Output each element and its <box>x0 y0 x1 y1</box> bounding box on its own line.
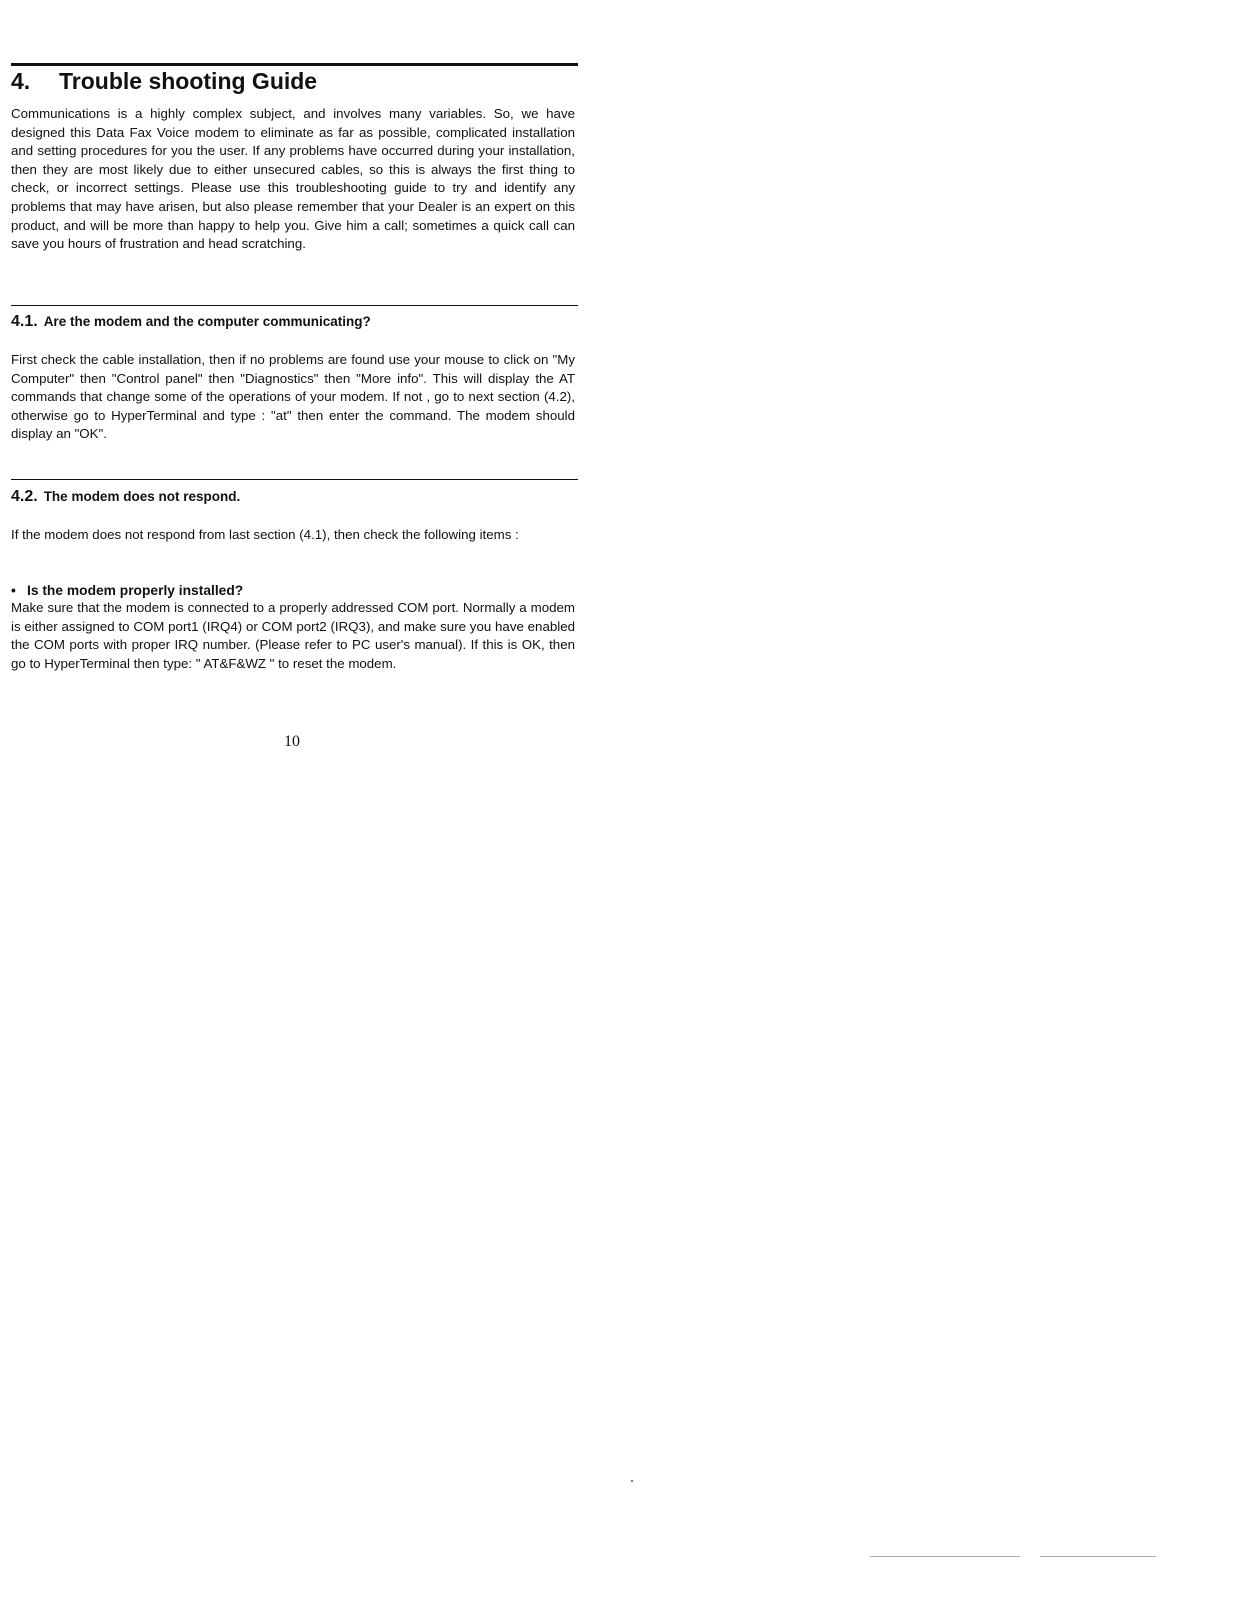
section-4-1-title: Are the modem and the computer communicating? <box>43 314 371 329</box>
chapter-title-text: Trouble shooting Guide <box>59 68 318 94</box>
section-4-2-body: If the modem does not respond from last section (4.1), then check the following items : <box>11 527 519 542</box>
scan-noise-line <box>1040 1556 1156 1557</box>
section-4-2-title: The modem does not respond. <box>43 489 241 504</box>
bullet-body: Make sure that the modem is connected to a properly addressed COM port. Normally a modem is either assigned to COM port1 (IRQ4) or COM port2 (IRQ3), and make sure you have enabled the COM ports with proper IRQ number. (Please refer to PC user's manual). If this is OK, then go to HyperTerminal then type: " AT&F&WZ " to reset the modem. <box>11 600 575 671</box>
section-4-1-body: First check the cable installation, then if no problems are found use your mouse to click on "My Computer" then "Control panel" then "Diagnostics" then "More info". This will display the AT commands that change some of the operations of your modem. If not , go to next section (4.2), otherwise go to HyperTerminal and type : "at" then enter the command. The modem should display an "OK". <box>11 352 575 442</box>
chapter-number: 4. <box>11 68 31 94</box>
bullet-heading <box>11 582 243 600</box>
section-4-2-heading <box>11 487 240 507</box>
bullet-heading-text: Is the modem properly installed? <box>27 583 244 598</box>
section-4-2-rule <box>11 479 578 480</box>
bullet-marker: • <box>11 583 16 598</box>
page-number: 10 <box>284 733 300 750</box>
scan-speck <box>631 1480 633 1482</box>
chapter-title <box>11 66 317 96</box>
section-4-1-heading <box>11 312 371 332</box>
scan-noise-line <box>870 1556 1020 1557</box>
section-4-1-number: 4.1. <box>11 313 38 330</box>
chapter-intro-paragraph: Communications is a highly complex subject, and involves many variables. So, we have designed this Data Fax Voice modem to eliminate as far as possible, complicated installation and setting procedures for you the user. If any problems have occurred during your installation, then they are most likely due to either unsecured cables, so this is always the first thing to check, or incorrect settings. Please use this troubleshooting guide to try and identify any problems that may have arisen, but also please remember that your Dealer is an expert on this product, and will be more than happy to help you. Give him a call; sometimes a quick call can save you hours of frustration and head scratching. <box>11 106 575 252</box>
section-4-2-number: 4.2. <box>11 488 38 505</box>
section-4-1-rule <box>11 305 578 306</box>
